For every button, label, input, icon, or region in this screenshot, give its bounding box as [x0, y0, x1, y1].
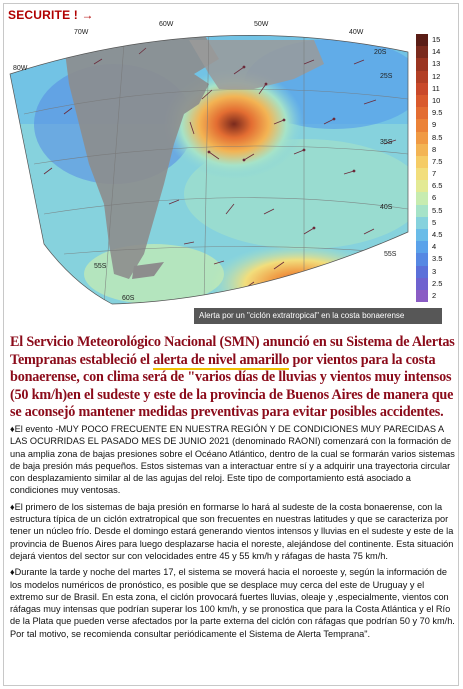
- color-scale-swatch: [416, 229, 428, 241]
- color-scale-swatch: [416, 205, 428, 217]
- color-scale-label: 10: [432, 95, 441, 105]
- color-scale-swatch: [416, 107, 428, 119]
- forecast-field: [4, 4, 458, 329]
- color-scale-label: 4: [432, 242, 437, 252]
- headline-highlight: alerta de nivel amarillo: [153, 351, 290, 368]
- color-scale-swatch: [416, 132, 428, 144]
- color-scale: [416, 34, 428, 302]
- color-scale-swatch: [416, 58, 428, 70]
- lat-label: 35S: [380, 139, 393, 146]
- color-scale-swatch: [416, 180, 428, 192]
- color-scale-swatch: [416, 83, 428, 95]
- image-caption: Alerta por un "ciclón extratropical" en la costa bonaerense: [194, 308, 442, 324]
- color-scale-label: 13: [432, 59, 441, 69]
- color-scale-swatch: [416, 119, 428, 131]
- color-scale-label: 3.5: [432, 254, 443, 264]
- wind-forecast-map: [4, 4, 458, 329]
- color-scale-label: 8.5: [432, 132, 443, 142]
- color-scale-labels: [432, 34, 442, 302]
- color-scale-swatch: [416, 266, 428, 278]
- color-scale-swatch: [416, 241, 428, 253]
- color-scale-label: 4.5: [432, 230, 443, 239]
- color-scale-swatch: [416, 46, 428, 58]
- article-body: [10, 423, 458, 644]
- color-scale-swatch: [416, 278, 428, 290]
- lat-label: 40S: [380, 204, 393, 211]
- lon-label: 50W: [254, 21, 269, 28]
- color-scale-label: 9.5: [432, 108, 443, 118]
- weather-map: [4, 4, 458, 329]
- article-frame: [3, 3, 459, 686]
- headline-text: El Servicio Meteorológico Nacional (SMN) anunció en su Sistema de Alertas Tempranas estableció el: [10, 334, 455, 368]
- lat-label: 25S: [380, 73, 393, 80]
- color-scale-label: 7.5: [432, 156, 443, 166]
- headline-text: por vientos para la costa bonaerense, con clima será de "varios días de lluvias y vientos muy intensos (50 km/h)en el sudeste y este de la provincia de Buenos Aires de manera que se aconsejó mantener medidas preventivas para evitar posibles accidentes.: [10, 351, 454, 420]
- color-scale-swatch: [416, 217, 428, 229]
- color-scale-swatch: [416, 95, 428, 107]
- color-scale-label: 6.5: [432, 181, 443, 191]
- color-scale-swatch: [416, 34, 428, 46]
- headline: [10, 334, 458, 422]
- color-scale-swatch: [416, 192, 428, 204]
- color-scale-swatch: [416, 290, 428, 302]
- lat-label: 55S: [384, 251, 397, 258]
- paragraph: [10, 501, 458, 562]
- color-scale-label: 3: [432, 266, 437, 276]
- lon-label: 80W: [13, 65, 28, 72]
- paragraph-text: Durante la tarde y noche del martes 17, el sistema se moverá hacia el noroeste y, según la información de los modelos numéricos de pronóstico, es posible que se desplace muy cerca del este de Uruguay y el extremo sur de Brasil. En esta zona, el ciclón provocará fuertes lluvias, oleaje y ,especialmente, vientos con ráfagas muy intensas que podrían superar los 100 km/h, y se pronostica que para la Costa Atlántica y el Río de la Plata que pueden verse afectados por la parte externa del ciclón con ráfagas que podrían 50 y 70 km/h. Por tal motivo, se recomienda consultar periódicamente el Sistema de Alerta Temprana".: [10, 567, 455, 639]
- securite-label: SECURITE ! →: [8, 8, 94, 22]
- color-scale-label: 12: [432, 71, 441, 81]
- color-scale-label: 15: [432, 35, 441, 44]
- diamond-bullet-icon: ♦: [10, 424, 15, 434]
- color-scale-label: 8: [432, 144, 437, 154]
- color-scale-label: 7: [432, 169, 437, 179]
- color-scale-swatch: [416, 253, 428, 265]
- lat-label: 60S: [122, 295, 135, 302]
- lat-label: 55S: [94, 263, 107, 270]
- color-scale-label: 5: [432, 217, 437, 227]
- diamond-bullet-icon: ♦: [10, 501, 15, 512]
- color-scale-label: 2.5: [432, 278, 443, 288]
- paragraph-text: El primero de los sistemas de baja presión en formarse lo hará al sudeste de la costa bonaerense, con la estructura típica de un ciclón extratropical que son frecuentes en nuestras latitudes y que se caracteriza por tener un núcleo frío. Desde el domingo estará generando vientos intensos y lluvias en el sudeste y este de la provincia de Buenos Aires para luego desplazarse hacia el noreste, alejándose del continente. Esta situación dejará vientos del sector sur con velocidades entre 45 y 55 km/h y ráfagas de hasta 75 km/h.: [10, 501, 454, 561]
- paragraph-text: El evento -MUY POCO FRECUENTE EN NUESTRA REGIÓN Y DE CONDICIONES MUY PARECIDAS A LAS OCURRIDAS EL PASADO MES DE JUNIO 2021 (denominado RAONI) comenzará con la formación de una amplia zona de bajas presiones sobre el Océano Atlántico, dentro de la cual se formarán varios sistemas de baja presión más pequeños. Estos sistemas van a interactuar entre sí y a adquirir una trayectoria circular con desplazamiento similar al de las agujas del reloj. Este tipo de comportamiento está asociado a condiciones muy ventosas.: [10, 424, 455, 496]
- lon-label: 70W: [74, 29, 89, 36]
- paragraph: [10, 566, 458, 640]
- color-scale-swatch: [416, 144, 428, 156]
- lon-label: 60W: [159, 21, 174, 28]
- color-scale-swatch: [416, 168, 428, 180]
- color-scale-label: 6: [432, 193, 437, 203]
- lat-label: 20S: [374, 49, 387, 56]
- color-scale-label: 14: [432, 47, 441, 57]
- color-scale-label: 11: [432, 83, 440, 93]
- color-scale-swatch: [416, 71, 428, 83]
- color-scale-label: 5.5: [432, 205, 443, 215]
- color-scale-label: 9: [432, 120, 437, 130]
- paragraph: [10, 423, 458, 497]
- diamond-bullet-icon: ♦: [10, 567, 15, 578]
- color-scale-label: 2: [432, 290, 437, 300]
- color-scale-swatch: [416, 156, 428, 168]
- lon-label: 40W: [349, 29, 364, 36]
